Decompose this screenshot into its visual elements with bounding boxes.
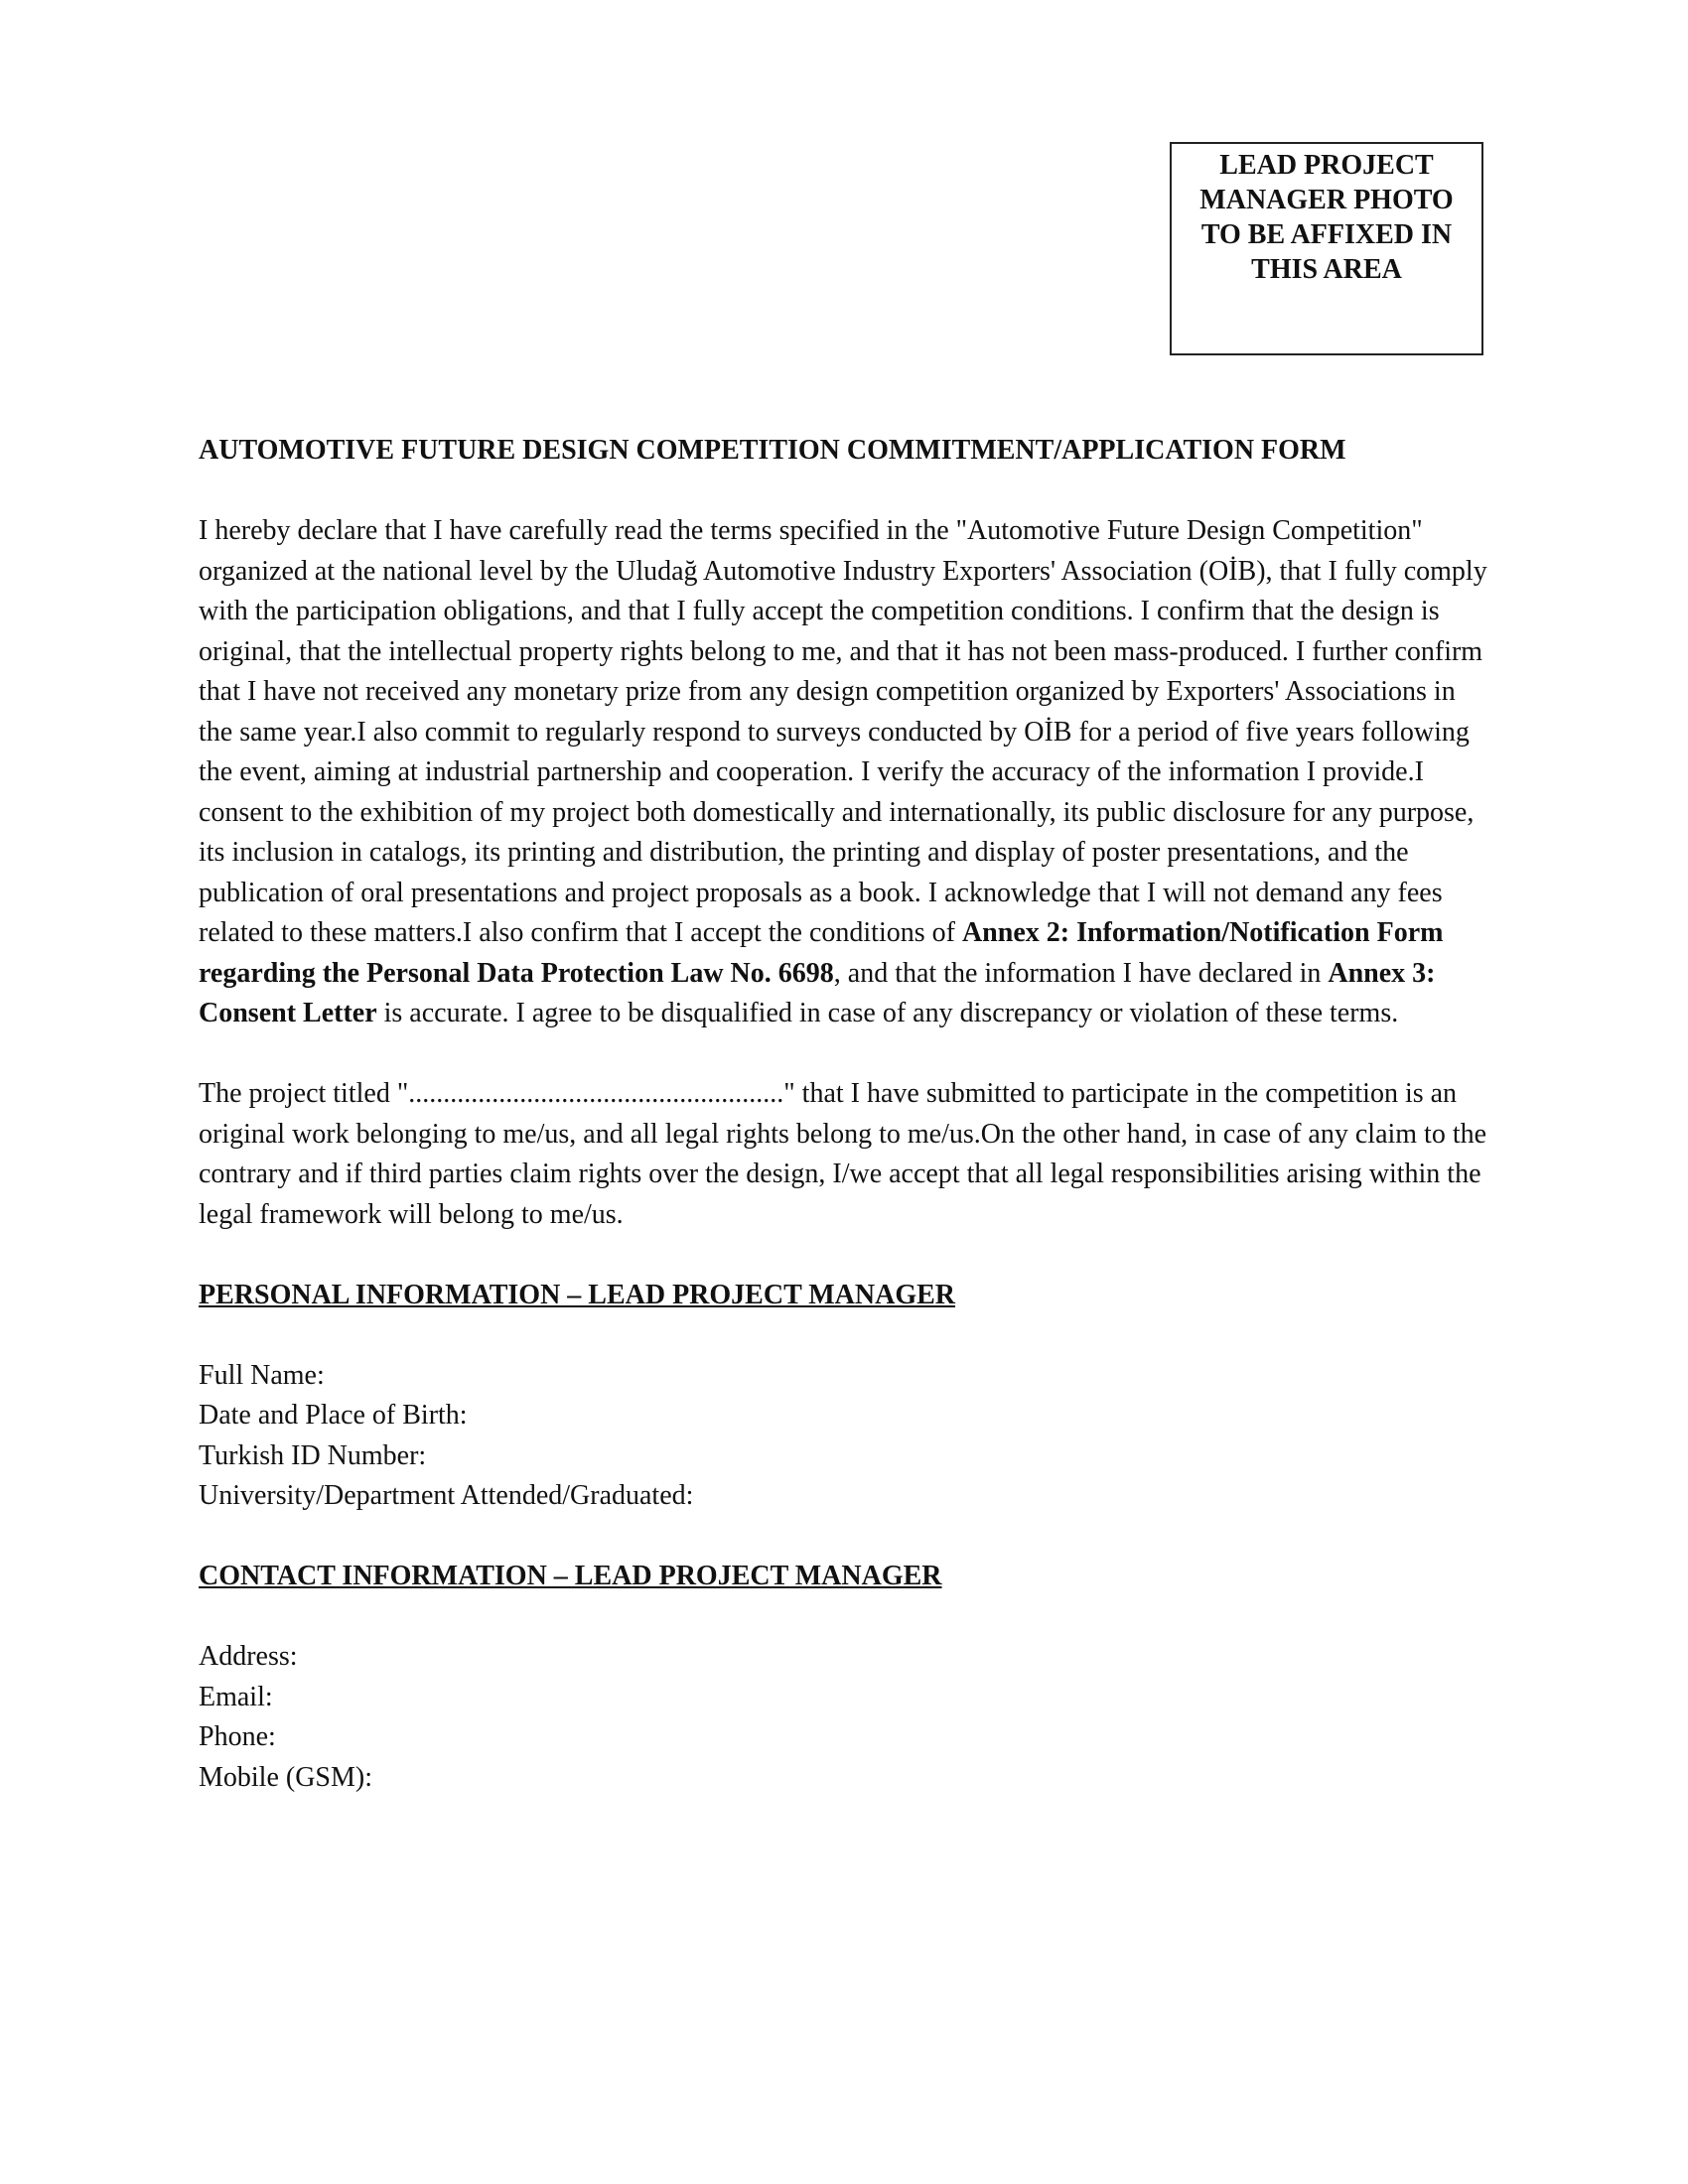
photo-box-line: TO BE AFFIXED IN	[1200, 219, 1453, 250]
annex-3-reference: Annex 3: Consent Letter	[199, 957, 1436, 1028]
birth-date-place-field: Date and Place of Birth:	[199, 1400, 468, 1431]
turkish-id-field: Turkish ID Number:	[199, 1439, 427, 1471]
annex-2-reference: Annex 2: Information/Notification Form regarding the Personal Data Protection Law No. 6698	[199, 917, 1444, 989]
personal-info-fields	[199, 1356, 1489, 1517]
declaration-text: I hereby declare that I have carefully read the terms specified in the "Automotive Future Design Competition" organized at the national level by the Uludağ Automotive Industry Exporters' Association (OİB), that I fully comply with the participation obligations, and that I fully accept the competition conditions. I confirm that the design is original, that the intellectual property rights belong to me, and that it has not been mass-produced. I further confirm that I have not received any monetary prize from any design competition organized by Exporters' Associations in the same year.I also commit to regularly respond to surveys conducted by OİB for a period of five years following the event, aiming at industrial partnership and cooperation. I verify the accuracy of the information I provide.I consent to the exhibition of my project both domestically and internationally, its public disclosure for any purpose, its inclusion in catalogs, its printing and distribution, the printing and display of poster presentations, and the publication of oral presentations and project proposals as a book. I acknowledge that I will not demand any fees related to these matters.I also confirm that I accept the conditions of	[199, 515, 1487, 948]
form-title: AUTOMOTIVE FUTURE DESIGN COMPETITION COMMITMENT/APPLICATION FORM	[199, 435, 1346, 466]
full-name-field: Full Name:	[199, 1359, 325, 1391]
personal-info-heading: PERSONAL INFORMATION – LEAD PROJECT MANAGER	[199, 1279, 956, 1310]
photo-box-line: THIS AREA	[1251, 254, 1402, 285]
project-statement-paragraph: The project titled "......................................................" that I have submitted to participate in the competition is an original work belonging to me/us, and all legal rights belong to me/us.On the other hand, in case of any claim to the contrary and if third parties claim rights over the design, I/we accept that all legal responsibilities arising within the legal framework will belong to me/us.	[199, 1078, 1487, 1230]
contact-info-heading: CONTACT INFORMATION – LEAD PROJECT MANAGER	[199, 1561, 942, 1591]
contact-info-fields	[199, 1637, 1489, 1798]
document-body	[199, 431, 1489, 1798]
photo-box-line: LEAD PROJECT	[1219, 150, 1434, 181]
address-field: Address:	[199, 1641, 298, 1672]
declaration-text: , and that the information I have declared in	[833, 957, 1329, 989]
declaration-paragraph	[199, 511, 1489, 1034]
phone-field: Phone:	[199, 1721, 276, 1752]
photo-box-line: MANAGER PHOTO	[1199, 185, 1454, 215]
photo-placeholder-box	[1170, 142, 1483, 355]
mobile-field: Mobile (GSM):	[199, 1761, 372, 1793]
email-field: Email:	[199, 1681, 273, 1712]
declaration-text: is accurate. I agree to be disqualified in case of any discrepancy or violation of these terms.	[376, 998, 1399, 1028]
university-department-field: University/Department Attended/Graduated:	[199, 1480, 694, 1511]
